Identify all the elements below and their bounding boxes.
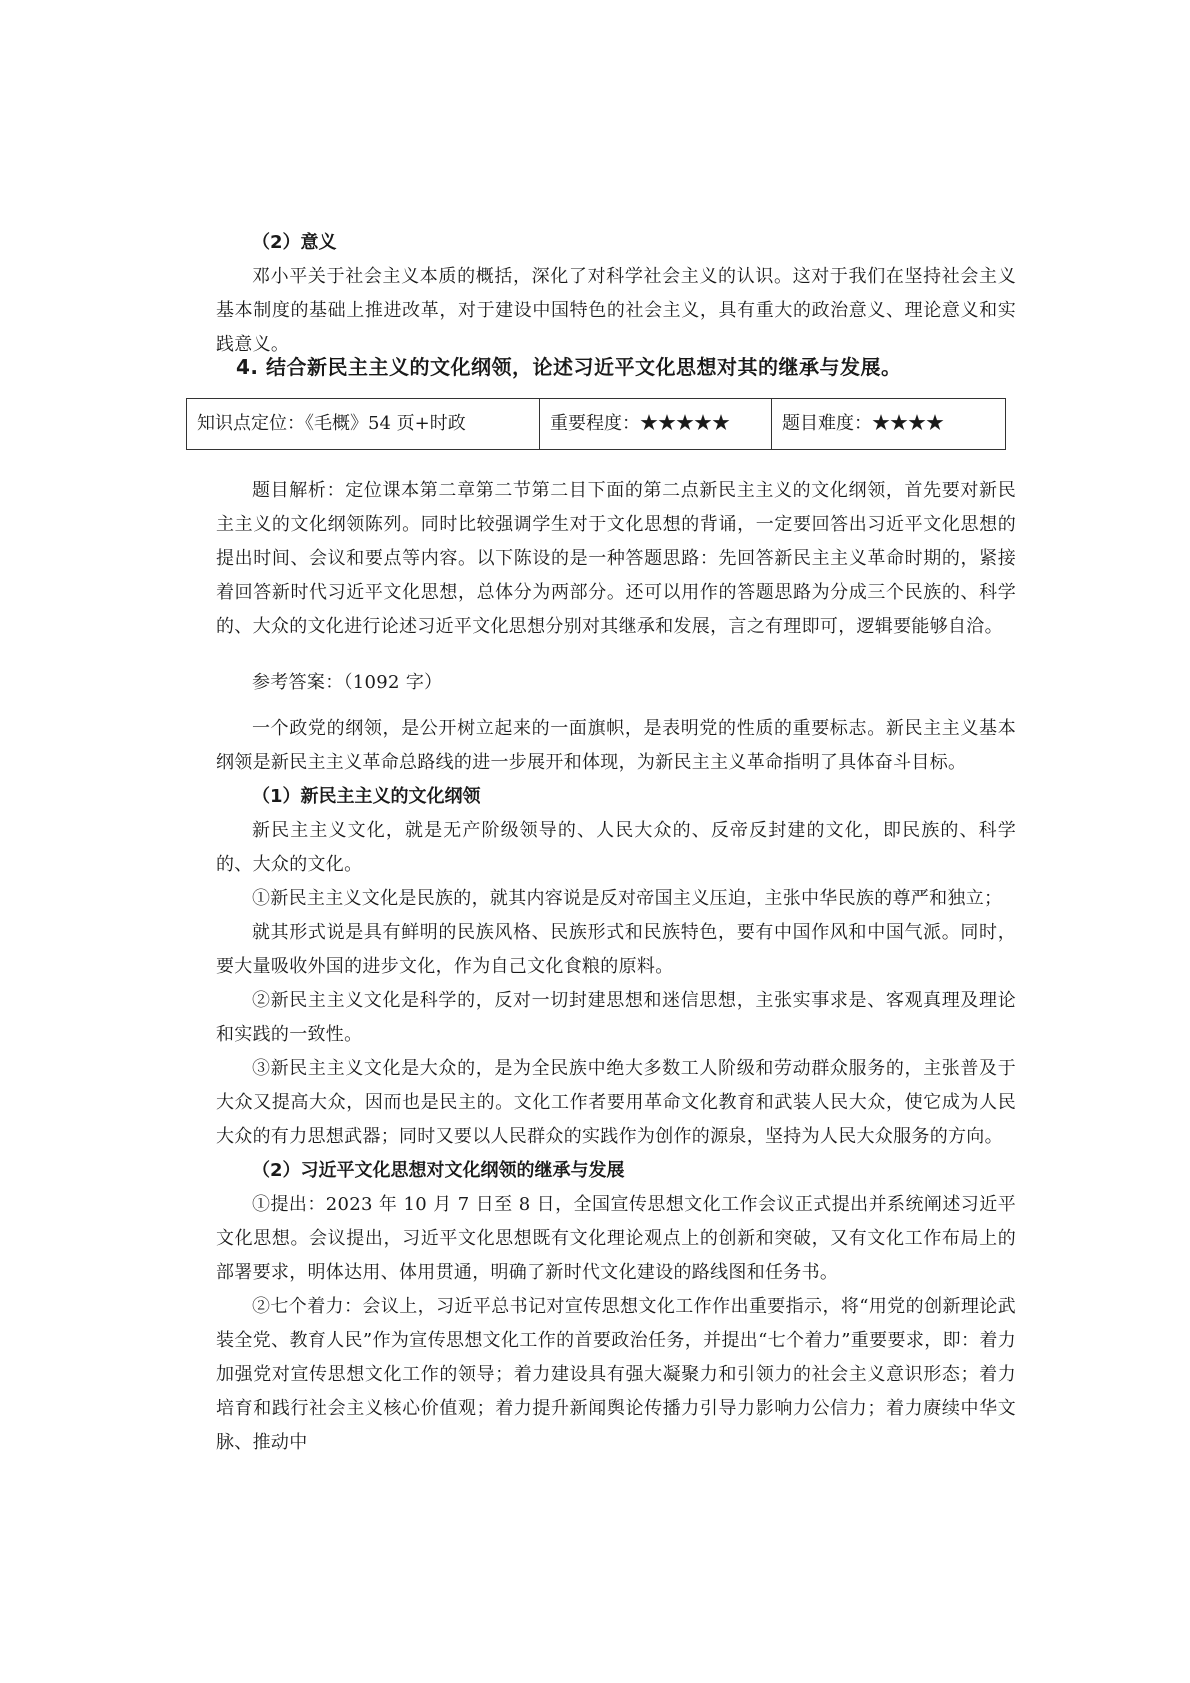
part2-point-proposal: ①提出：2023 年 10 月 7 日至 8 日，全国宣传思想文化工作会议正式提出并系统阐述习近平文化思想。会议提出，习近平文化思想既有文化理论观点上的创新和突破，又有文化工作布局上的部署要求，明体达用、体用贯通，明确了新时代文化建设的路线图和任务书。: [216, 1194, 1016, 1283]
significance-paragraph: 邓小平关于社会主义本质的概括，深化了对科学社会主义的认识。这对于我们在坚持社会主义基本制度的基础上推进改革，对于建设中国特色的社会主义，具有重大的政治意义、理论意义和实践意义。: [216, 266, 1016, 355]
answer-intro: 一个政党的纲领，是公开树立起来的一面旗帜，是表明党的性质的重要标志。新民主主义基本纲领是新民主主义革命总路线的进一步展开和体现，为新民主主义革命指明了具体奋斗目标。: [216, 718, 1016, 773]
knowledge-point-cell: 知识点定位：《毛概》54 页+时政: [197, 413, 466, 434]
answer-label: 参考答案：（1092 字）: [252, 672, 443, 693]
part1-definition: 新民主主义文化，就是无产阶级领导的、人民大众的、反帝反封建的文化，即民族的、科学的、大众的文化。: [216, 820, 1016, 875]
part1-point-mass: ③新民主主义文化是大众的，是为全民族中绝大多数工人阶级和劳动群众服务的，主张普及于大众又提高大众，因而也是民主的。文化工作者要用革命文化教育和武装人民大众，使它成为人民大众的有力思想武器；同时又要以人民群众的实践作为创作的源泉，坚持为人民大众服务的方向。: [216, 1058, 1016, 1147]
difficulty-cell: 题目难度：★★★★: [771, 399, 1005, 449]
part1-point-national: ①新民主主义文化是民族的，就其内容说是反对帝国主义压迫，主张中华民族的尊严和独立；: [252, 888, 1003, 909]
question-title: 4. 结合新民主主义的文化纲领，论述习近平文化思想对其的继承与发展。: [236, 355, 902, 379]
part1-heading: （1）新民主主义的文化纲领: [252, 786, 481, 807]
part1-point-national-form: 就其形式说是具有鲜明的民族风格、民族形式和民族特色，要有中国作风和中国气派。同时，要大量吸收外国的进步文化，作为自己文化食粮的原料。: [216, 922, 1016, 977]
part2-point-seven-efforts: ②七个着力：会议上，习近平总书记对宣传思想文化工作作出重要指示，将“用党的创新理论武装全党、教育人民”作为宣传思想文化工作的首要政治任务，并提出“七个着力”重要要求，即：着力加强党对宣传思想文化工作的领导；着力建设具有强大凝聚力和引领力的社会主义意识形态；着力培育和践行社会主义核心价值观；着力提升新闻舆论传播力引导力影响力公信力；着力赓续中华文脉、推动中: [216, 1296, 1016, 1453]
part1-point-scientific: ②新民主主义文化是科学的，反对一切封建思想和迷信思想，主张实事求是、客观真理及理论和实践的一致性。: [216, 990, 1016, 1045]
question-info-table: [186, 398, 1006, 450]
part2-heading: （2）习近平文化思想对文化纲领的继承与发展: [252, 1160, 625, 1181]
significance-heading: （2）意义: [252, 232, 337, 253]
question-analysis: 题目解析：定位课本第二章第二节第二目下面的第二点新民主主义的文化纲领，首先要对新民主主义的文化纲领陈列。同时比较强调学生对于文化思想的背诵，一定要回答出习近平文化思想的提出时间、会议和要点等内容。以下陈设的是一种答题思路：先回答新民主主义革命时期的，紧接着回答新时代习近平文化思想，总体分为两部分。还可以用作的答题思路为分成三个民族的、科学的、大众的文化进行论述习近平文化思想分别对其继承和发展，言之有理即可，逻辑要能够自洽。: [216, 480, 1016, 637]
importance-cell: 重要程度：★★★★★: [539, 399, 771, 449]
